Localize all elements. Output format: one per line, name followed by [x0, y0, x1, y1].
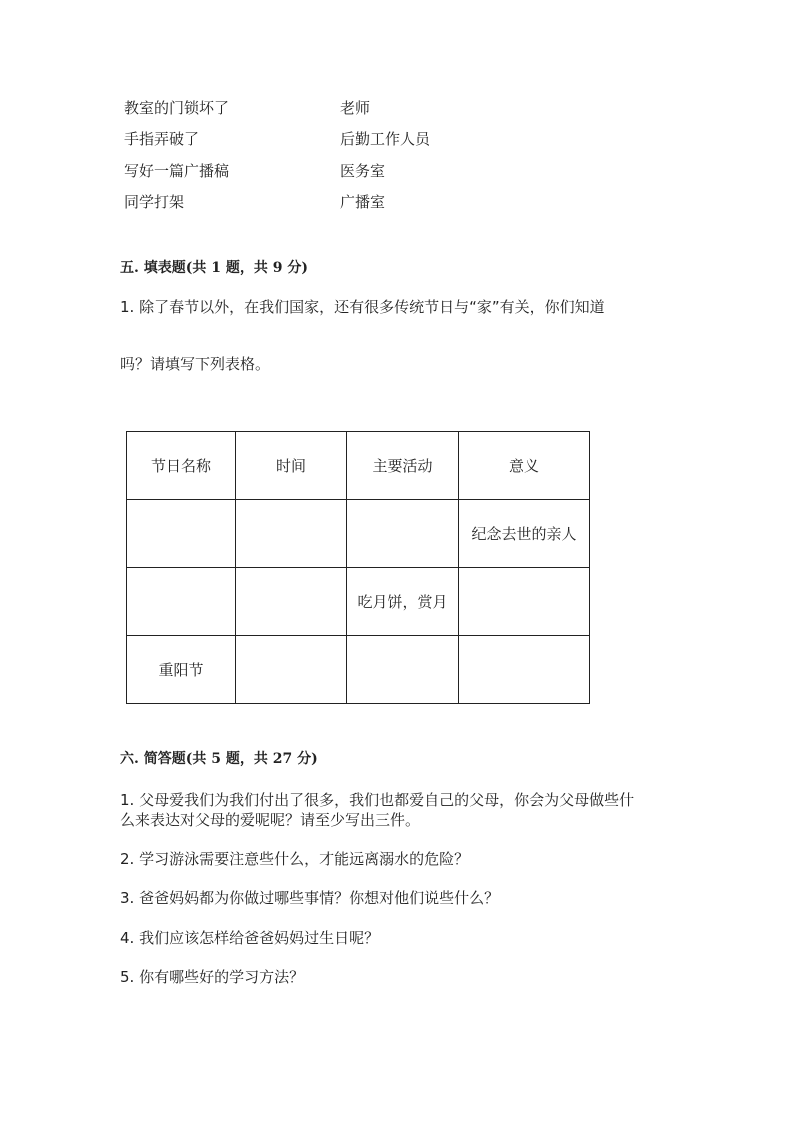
table-cell: 吃月饼，赏月: [347, 568, 459, 636]
match-left-item: 手指弄破了: [124, 130, 200, 148]
table-cell: [459, 568, 590, 636]
question-text: 5. 你有哪些好的学习方法？: [120, 968, 305, 986]
table-row: [127, 568, 590, 636]
festival-table: [126, 431, 590, 704]
question-text: 么来表达对父母的爱呢呢？请至少写出三件。: [120, 811, 421, 829]
table-cell: [347, 500, 459, 568]
question-text: 1. 父母爱我们为我们付出了很多，我们也都爱自己的父母，你会为父母做些什: [120, 791, 635, 809]
match-left-item: 教室的门锁坏了: [124, 99, 230, 117]
question-text: 吗？请填写下列表格。: [120, 355, 271, 373]
table-row: [127, 500, 590, 568]
table-cell: [236, 568, 347, 636]
table-header-cell: 时间: [236, 432, 347, 500]
table-cell: [347, 636, 459, 704]
table-header-row: [127, 432, 590, 500]
section-heading: 五. 填表题(共 1 题，共 9 分): [120, 260, 308, 276]
question-text: 2. 学习游泳需要注意些什么，才能远离溺水的危险？: [120, 850, 470, 868]
table-cell: 纪念去世的亲人: [459, 500, 590, 568]
question-text: 1. 除了春节以外，在我们国家，还有很多传统节日与“家”有关，你们知道: [120, 298, 605, 316]
match-right-item: 老师: [340, 99, 371, 117]
table-header-cell: 意义: [459, 432, 590, 500]
section-heading: 六. 简答题(共 5 题，共 27 分): [120, 751, 318, 767]
table-cell: [236, 500, 347, 568]
table-cell: [127, 500, 236, 568]
table-cell: 重阳节: [127, 636, 236, 704]
table-header-cell: 主要活动: [347, 432, 459, 500]
table-cell: [236, 636, 347, 704]
match-right-item: 广播室: [340, 193, 386, 211]
match-right-item: 后勤工作人员: [340, 130, 431, 148]
table-cell: [127, 568, 236, 636]
table-header-cell: 节日名称: [127, 432, 236, 500]
match-left-item: 写好一篇广播稿: [124, 162, 230, 180]
table-cell: [459, 636, 590, 704]
question-text: 4. 我们应该怎样给爸爸妈妈过生日呢？: [120, 929, 380, 947]
match-right-item: 医务室: [340, 162, 386, 180]
table-row: [127, 636, 590, 704]
match-left-item: 同学打架: [124, 193, 185, 211]
question-text: 3. 爸爸妈妈都为你做过哪些事情？你想对他们说些什么？: [120, 889, 500, 907]
